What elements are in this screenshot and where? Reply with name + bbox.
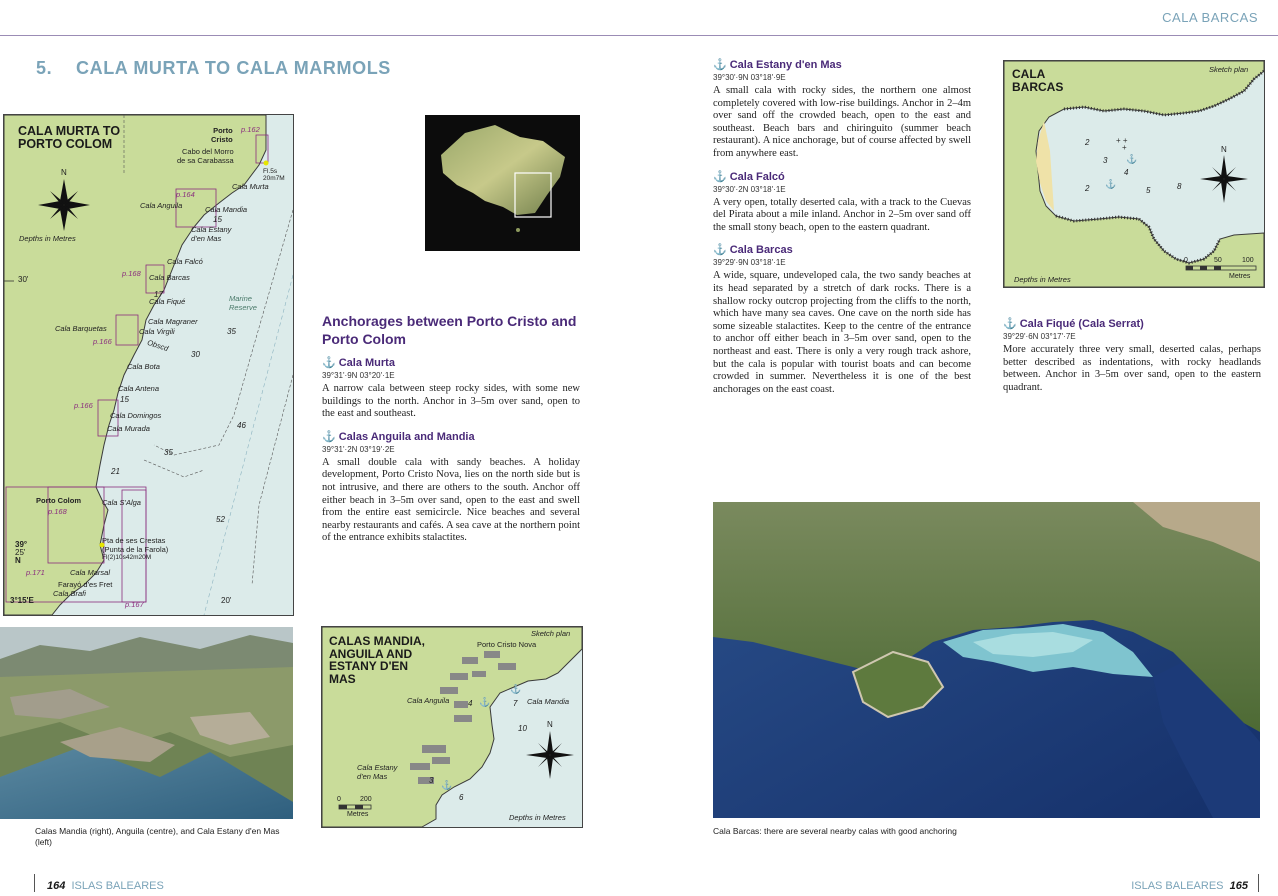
lat-25-b: 25' (15, 548, 26, 557)
entry-coords: 39°31'·9N 03°20'·1E (322, 371, 395, 380)
entry-text: A very open, totally deserted cala, with a track to the Cuevas del Pirata about a mile inland. Anchor in 2–5m over sand off the small stony beach, open to the eastern quadrant. (713, 196, 971, 233)
lat-25-c: N (15, 556, 21, 565)
anchor-icon: ⚓ (322, 430, 336, 443)
depth-21: 21 (111, 467, 120, 476)
main-map-title-line2: PORTO COLOM (18, 137, 113, 152)
footer-right-rule (1258, 874, 1259, 892)
entry-text: A narrow cala between steep rocky sides, with some new buildings to the north. Anchor in 3–5m over sand, open to the east and southeast. (322, 383, 580, 420)
depth-15b: 15 (120, 395, 129, 404)
plan-barcas-title (1012, 68, 1063, 93)
plan-mandia-title-b: ANGUILA AND (329, 646, 413, 661)
chapter-title: CALA MURTA TO CALA MARMOLS (76, 58, 391, 78)
svg-text:+: + (1122, 143, 1127, 152)
cala-anguila-label: Cala Anguila (140, 201, 183, 210)
plan-depth-6: 6 (459, 793, 464, 802)
plan-barcas-depth-5: 5 (1146, 186, 1151, 195)
depth-35b: 35 (164, 448, 173, 457)
cala-barquetas-label: Cala Barquetas (55, 324, 107, 333)
cala-marsal-label: Cala Marsal (70, 568, 111, 577)
plan-mandia-north: N (547, 720, 553, 729)
island-inset-graphic (425, 115, 580, 251)
main-coast-map (3, 114, 294, 616)
depth-35a: 35 (227, 327, 236, 336)
running-head: CALA BARCAS (1162, 10, 1258, 25)
plan-mandia-title-a: CALAS MANDIA, (329, 634, 425, 648)
pref-164: p.164 (176, 190, 195, 199)
lon-20-label: 20' (221, 596, 232, 605)
cala-barcas-label: Cala Barcas (149, 273, 190, 282)
section-heading: Anchorages between Porto Cristo and Porto Colom (322, 313, 577, 347)
porto-cristo-a: Porto (213, 126, 233, 135)
porto-cristo-label (211, 126, 233, 144)
pref-167: p.167 (125, 600, 144, 609)
entry-coords: 39°29'·6N 03°17'·7E (1003, 332, 1076, 341)
island-inset-map (425, 115, 580, 251)
cala-magraner-label: Cala Magraner (148, 317, 198, 326)
plan-barcas-title-a: CALA (1012, 67, 1046, 81)
entry-text: A wide, square, undeveloped cala, the two sandy beaches at its head separated by a stretch of dark rocks. There is a shallow rocky outcrop projecting from the cliffs to the north, which have many sea caves. One cave on the north side has some sizeable stalactites. Keep to the centre of the entrance to anchor off either beach in 3–5m over sand, open to the northeast and east. There is only a very rough track ashore, but the cala is popular with tourist boats and can become crowded in summer. Nevertheless it is one of the best anchorages on the east coast. (713, 270, 971, 395)
aerial-photo-mandia (0, 627, 293, 819)
entry-title-row (713, 243, 971, 256)
footer-left-label: ISLAS BALEARES (71, 880, 164, 892)
entry-falco (713, 170, 971, 235)
entry-coords: 39°30'·2N 03°18'·1E (713, 184, 786, 194)
pref-166b: p.166 (74, 401, 93, 410)
marine-b: Reserve (229, 302, 257, 312)
entry-fique (1003, 317, 1261, 394)
anchor-icon: ⚓ (713, 244, 727, 257)
marine-reserve-label (229, 295, 257, 312)
left-text-column (322, 312, 580, 545)
pref-162: p.162 (241, 125, 260, 134)
plan-cala-anguila-label: Cala Anguila (407, 696, 450, 705)
cala-murta-label: Cala Murta (232, 182, 269, 191)
cala-antena-label: Cala Antena (118, 384, 160, 393)
plan-mandia-scale-unit: Metres (347, 811, 369, 818)
plan-depth-4: 4 (468, 699, 473, 708)
morro-label (177, 148, 234, 165)
plan-mandia-scale-0: 0 (337, 796, 341, 803)
depth-17: 17 (154, 290, 163, 299)
cala-fique-label: Cala Fiqué (149, 297, 186, 306)
porto-colom-label: Porto Colom (36, 496, 81, 505)
pref-171: p.171 (26, 568, 45, 577)
entry-title: Calas Anguila and Mandia (338, 430, 475, 443)
footer-right (1131, 880, 1248, 892)
depth-46: 46 (237, 421, 246, 430)
anchor-icon: ⚓ (322, 357, 336, 369)
plan-barcas-north: N (1221, 145, 1227, 154)
plan-barcas-scale-0: 0 (1184, 257, 1188, 264)
anchor-icon: ⚓ (441, 780, 453, 790)
entry-title-row (322, 430, 580, 443)
header-rule (0, 35, 1278, 36)
plan-barcas-depth-2b: 2 (1085, 184, 1090, 193)
entry-text: More accurately three very small, deserted calas, perhaps better described as indentations, with rocky headlands between. Anchor in 3–5m over sand, open to the eastern quadrant. (1003, 344, 1261, 393)
plan-mandia-title-c: ESTANY D'EN (329, 659, 409, 674)
plan-mandia-title-d: MAS (329, 671, 356, 686)
anchor-icon: ⚓ (1126, 154, 1138, 164)
plan-cala-mandia-label: Cala Mandia (527, 697, 570, 706)
plan-barcas-scale-50: 50 (1214, 257, 1222, 264)
compass-north-label: N (61, 168, 67, 177)
chapter-heading (36, 58, 391, 79)
entry-title-row (713, 58, 971, 71)
morro-a: Cabo del Morro (182, 147, 234, 156)
entry-title-row (713, 170, 971, 183)
plan-mandia-map (321, 626, 583, 828)
plan-mandia-depths: Depths in Metres (509, 813, 566, 822)
anchor-icon: ⚓ (510, 684, 522, 694)
entry-estany (713, 58, 971, 161)
cala-mandia-label: Cala Mandia (205, 205, 248, 214)
lat-25-label (15, 541, 27, 565)
entry-title: Cala Murta (338, 357, 395, 369)
anchor-icon: ⚓ (713, 59, 727, 71)
plan-mandia-sketch-note: Sketch plan (531, 629, 571, 638)
aerial-photo-barcas (713, 502, 1260, 818)
farayo-label: Farayó d'es Fret (58, 580, 113, 589)
porto-cristo-nova-label: Porto Cristo Nova (477, 640, 537, 649)
main-map-title-line1: CALA MURTA TO (18, 124, 121, 138)
entry-anguila-mandia (322, 430, 580, 545)
cala-estany-a: Cala Estany (191, 225, 232, 234)
plan-barcas-graphic (1004, 61, 1264, 287)
morro-b: de sa Carabassa (177, 155, 234, 165)
plan-estany-label (357, 764, 397, 781)
entry-title: Cala Fiqué (Cala Serrat) (1019, 318, 1144, 330)
plan-estany-a: Cala Estany (357, 763, 398, 772)
depths-note: Depths in Metres (19, 234, 76, 243)
photo-left-caption: Calas Mandia (right), Anguila (centre), and Cala Estany d'en Mas (left) (35, 826, 280, 847)
photo-right-caption: Cala Barcas: there are several nearby calas with good anchoring (713, 826, 957, 836)
plan-depth-7: 7 (513, 699, 518, 708)
pref-168a: p.168 (122, 269, 141, 278)
svg-text:+ +: + + (1116, 136, 1128, 145)
plan-barcas-scale-unit: Metres (1229, 273, 1251, 280)
footer-left-page: 164 (47, 880, 66, 892)
footer-right-page: 165 (1229, 880, 1248, 892)
anchor-icon: ⚓ (713, 170, 727, 183)
light-a: Fl.5s (263, 168, 278, 175)
footer-left (47, 880, 164, 892)
plan-depth-3: 3 (429, 776, 434, 785)
cala-falco-label: Cala Falcó (167, 257, 203, 266)
entry-cala-murta (322, 356, 580, 421)
entry-coords: 39°30'·9N 03°18'·9E (713, 73, 786, 82)
entry-coords: 39°31'·2N 03°19'·2E (322, 444, 395, 454)
pref-166a: p.166 (93, 337, 112, 346)
obscd-label: Obscd (146, 337, 170, 354)
cala-murada-label: Cala Murada (107, 424, 150, 433)
plan-barcas-title-b: BARCAS (1012, 79, 1064, 94)
porto-cristo-b: Cristo (211, 135, 233, 144)
plan-barcas-depth-8: 8 (1177, 182, 1182, 191)
light-label (263, 168, 285, 182)
aerial-photo-mandia-graphic (0, 627, 293, 819)
plan-barcas-depth-4: 4 (1124, 168, 1129, 177)
right-text-column (713, 58, 971, 396)
entry-title: Cala Barcas (729, 244, 793, 257)
plan-mandia-title (329, 635, 425, 685)
plan-barcas-map (1003, 60, 1265, 288)
plan-barcas-depths: Depths in Metres (1014, 275, 1071, 284)
entry-title-row (1003, 317, 1261, 330)
plan-barcas-sketch-note: Sketch plan (1209, 65, 1249, 74)
entry-barcas (713, 243, 971, 396)
lon-315-label: 3°15'E (10, 596, 34, 605)
cala-domingos-label: Cala Domingos (110, 411, 162, 420)
crestas-a: Pta de ses Crestas (102, 536, 166, 545)
cala-salga-label: Cala S'Alga (102, 498, 141, 507)
entry-title: Cala Estany d'en Mas (729, 59, 842, 71)
aerial-photo-barcas-graphic (713, 502, 1260, 818)
pref-168b: p.168 (48, 507, 67, 516)
cala-virgili-label: Cala Virgili (139, 327, 175, 336)
cala-estany-label (191, 226, 231, 243)
chapter-number: 5. (36, 58, 53, 78)
entry-text: A small cala with rocky sides, the northern one almost completely covered with low-rise buildings. Anchor in 2–4m over sand off the crowded beach, open to the east and southeast. Beach bars and chiringuito (summer beach restaurant). A nice anchorage, but of course affected by swell from anywhere east. (713, 85, 971, 159)
cala-estany-b: d'en Mas (191, 233, 222, 243)
entry-title: Cala Falcó (729, 170, 785, 183)
crestas-c: Fl(2)10s42m20M (102, 554, 152, 561)
crestas-b: (Punta de la Farola) (102, 544, 169, 554)
anchor-icon: ⚓ (1105, 179, 1117, 189)
cala-brafi-label: Cala Brafi (53, 589, 86, 598)
lat-25-a: 39° (15, 540, 28, 549)
marine-a: Marine (229, 294, 252, 303)
plan-depth-10: 10 (518, 724, 527, 733)
entry-coords: 39°29'·9N 03°18'·1E (713, 258, 786, 268)
anchor-icon: ⚓ (479, 697, 491, 707)
depth-52: 52 (216, 515, 225, 524)
plan-barcas-scale-100: 100 (1242, 257, 1254, 264)
crestas-label (102, 537, 168, 563)
lat-30-label: 30' (18, 275, 29, 284)
footer-right-label: ISLAS BALEARES (1131, 880, 1224, 892)
entry-title-row (322, 356, 580, 369)
plan-mandia-scale-200: 200 (360, 796, 372, 803)
depth-30: 30 (191, 350, 200, 359)
footer-left-rule (34, 874, 35, 892)
cala-bota-label: Cala Bota (127, 362, 160, 371)
plan-barcas-depth-3: 3 (1103, 156, 1108, 165)
depth-15a: 15 (213, 215, 222, 224)
anchor-icon: ⚓ (1003, 318, 1017, 330)
main-map-title (18, 125, 120, 151)
light-b: 20m7M (263, 175, 285, 182)
plan-estany-b: d'en Mas (357, 771, 388, 781)
plan-barcas-depth-2a: 2 (1085, 138, 1090, 147)
entry-text: A small double cala with sandy beaches. A holiday development, Porto Cristo Nova, lies on the north side but is not intrusive, and there are others to the south. Anchor off either beach in 3–5m over sand, open to the east and swell from the entire east semicircle. Nice beaches and several nearby restaurants and cafés. A sea cave at the northern point of the entrance exhibits stalactites. (322, 456, 580, 544)
